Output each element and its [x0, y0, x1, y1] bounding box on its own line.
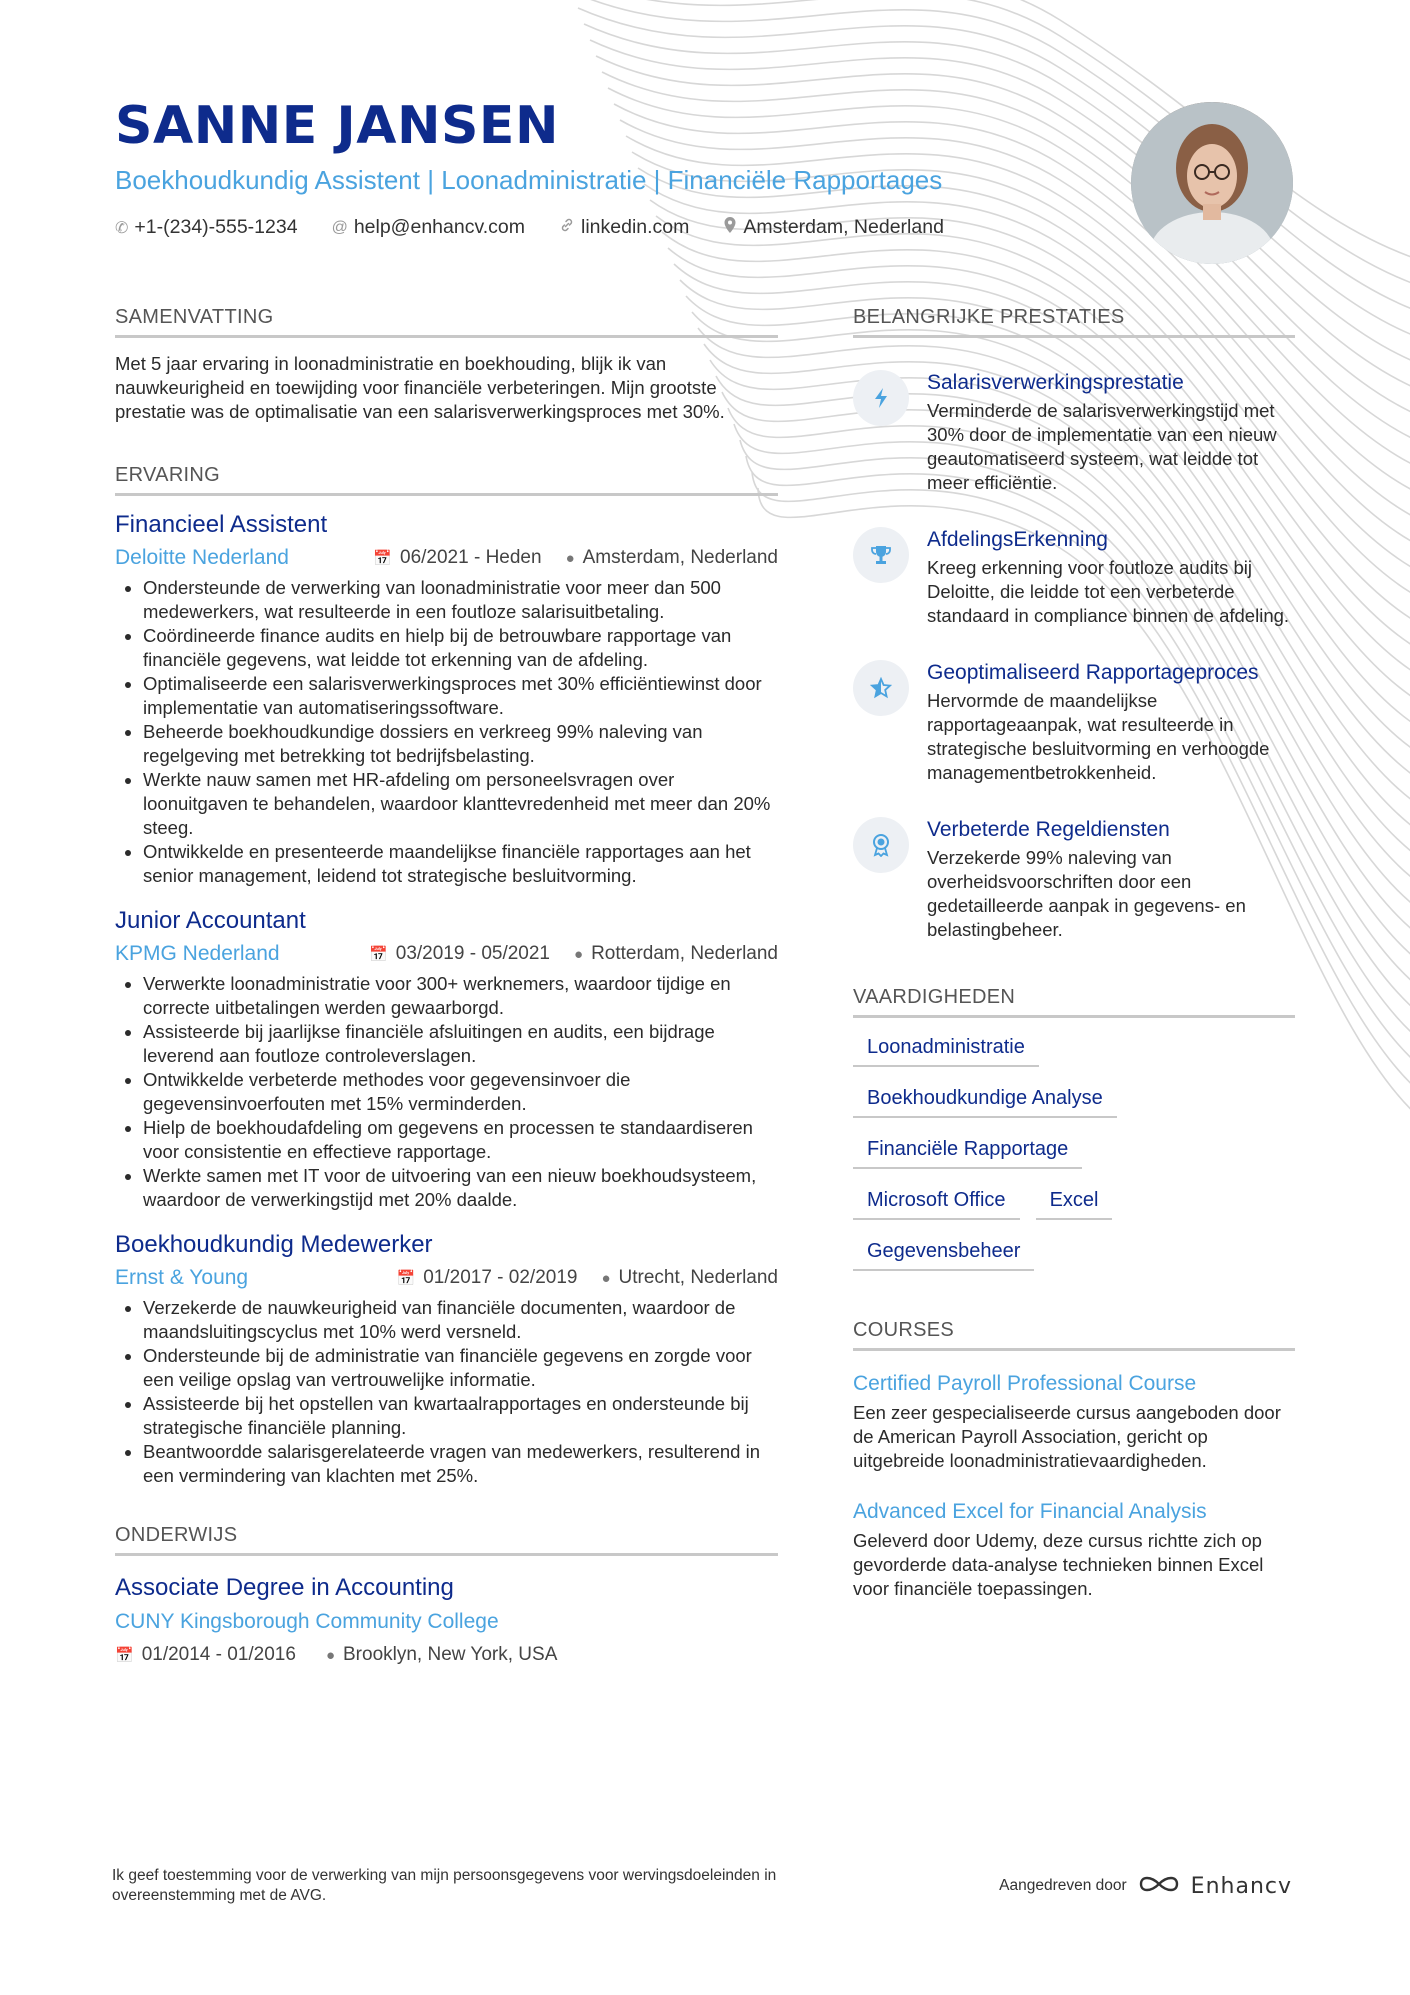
skill-tag: Microsoft Office: [853, 1189, 1020, 1220]
contact-info: [115, 216, 1115, 239]
bullet-item: • Ondersteunde bij de administratie van financiële gegevens en zorgde voor een veilige opslag van vertrouwelijke informatie.: [143, 1344, 778, 1392]
job-entry: [115, 906, 778, 1212]
calendar-icon: 📅: [369, 946, 388, 963]
skill-tag: Financiële Rapportage: [853, 1138, 1082, 1169]
map-pin-icon: ●: [325, 1646, 335, 1664]
job-location: Utrecht, Nederland: [618, 1267, 778, 1288]
candidate-name: SANNE JANSEN: [115, 96, 559, 156]
education-section: [115, 1524, 778, 1666]
summary-section: [115, 306, 778, 424]
bullet-item: • Beheerde boekhoudkundige dossiers en verkreeg 99% naleving van regelgeving met betrekking tot bedrijfsbelasting.: [143, 720, 778, 768]
course-title: Advanced Excel for Financial Analysis: [853, 1500, 1207, 1523]
bullet-item: • Verwerkte loonadministratie voor 300+ werknemers, waardoor tijdige en correcte uitbetalingen werden gewaarborgd.: [143, 972, 778, 1020]
enhancv-brand: Enhancv: [1190, 1873, 1292, 1899]
course-description: Een zeer gespecialiseerde cursus aangeboden door de American Payroll Association, gericht op uitgebreide loonadministratievaardigheden.: [853, 1402, 1281, 1471]
profile-photo: [1131, 102, 1293, 264]
job-meta: [115, 942, 778, 966]
email-text: help@enhancv.com: [353, 216, 526, 239]
skills-section: [853, 986, 1295, 1271]
courses-heading: COURSES: [853, 1319, 1295, 1351]
phone-text: +1-(234)-555-1234: [134, 216, 298, 239]
bullet-item: • Werkte samen met IT voor de uitvoering van een nieuw boekhoudsysteem, waardoor de verwerkingstijd met 20% daalde.: [143, 1164, 778, 1212]
job-location: Amsterdam, Nederland: [582, 547, 778, 568]
job-bullets: [115, 1296, 778, 1488]
contact-location: [723, 216, 944, 239]
skill-tag: Loonadministratie: [853, 1036, 1039, 1067]
skills-list: [853, 1036, 1295, 1271]
company-name: Ernst & Young: [115, 1266, 249, 1289]
bullet-item: • Hielp de boekhoudafdeling om gegevens en processen te standaardiseren voor consistentie en effectieve rapportage.: [143, 1116, 778, 1164]
bullet-item: • Ontwikkelde verbeterde methodes voor gegevensinvoer die gegevensinvoerfouten met 15% verminderden.: [143, 1068, 778, 1116]
candidate-headline: Boekhoudkundig Assistent | Loonadministratie | Financiële Rapportages: [115, 165, 943, 196]
bullet-item: • Ondersteunde de verwerking van loonadministratie voor meer dan 500 medewerkers, wat resulteerde in een foutloze salarisuitbetaling.: [143, 576, 778, 624]
location-text: Amsterdam, Nederland: [743, 216, 944, 239]
page-footer: [112, 1866, 1292, 1906]
contact-linkedin[interactable]: [559, 216, 689, 239]
summary-text: Met 5 jaar ervaring in loonadministratie en boekhouding, blijk ik van nauwkeurigheid en toewijding voor financiële verbeteringen. Mijn grootste prestatie was de optimalisatie van een salarisverwerkingsproces met 30%.: [115, 353, 725, 422]
bullet-item: • Coördineerde finance audits en hielp bij de betrouwbare rapportage van financiële gegevens, wat leidde tot erkenning van de afdeling.: [143, 624, 778, 672]
bullet-item: • Beantwoordde salarisgerelateerde vragen van medewerkers, resulterend in een vermindering van klachten met 25%.: [143, 1440, 778, 1488]
map-pin-icon: [723, 216, 737, 239]
job-dates: 01/2017 - 02/2019: [423, 1267, 578, 1288]
achievement-item: [853, 660, 1295, 785]
course-item: [853, 1499, 1295, 1601]
star-icon: [853, 660, 909, 716]
job-meta: [115, 1266, 778, 1290]
contact-email[interactable]: [332, 216, 525, 239]
achievement-title: Verbeterde Regeldiensten: [927, 818, 1170, 841]
calendar-icon: 📅: [115, 1647, 134, 1664]
bullet-item: • Assisteerde bij jaarlijkse financiële afsluitingen en audits, een bijdrage leverend aan foutloze controleverslagen.: [143, 1020, 778, 1068]
bullet-item: • Optimaliseerde een salarisverwerkingsproces met 30% efficiëntiewinst door implementatie van automatiseringssoftware.: [143, 672, 778, 720]
school-name: CUNY Kingsborough Community College: [115, 1610, 499, 1633]
education-heading: ONDERWIJS: [115, 1524, 778, 1556]
job-meta: [115, 546, 778, 570]
skill-tag: Boekhoudkundige Analyse: [853, 1087, 1117, 1118]
calendar-icon: 📅: [373, 550, 392, 567]
course-description: Geleverd door Udemy, deze cursus richtte zich op gevorderde data-analyse technieken binnen Excel voor financiële toepassingen.: [853, 1530, 1264, 1599]
achievement-title: Salarisverwerkingsprestatie: [927, 371, 1184, 394]
link-icon: [559, 217, 575, 238]
achievement-description: Verminderde de salarisverwerkingstijd met 30% door de implementatie van een nieuw geautomatiseerd systeem, wat leidde tot meer efficiëntie.: [927, 400, 1277, 493]
left-column: [115, 306, 778, 1706]
trophy-icon: [853, 527, 909, 583]
right-column: [853, 306, 1295, 1641]
summary-heading: SAMENVATTING: [115, 306, 778, 338]
job-dates: 06/2021 - Heden: [400, 547, 542, 568]
job-bullets: [115, 972, 778, 1212]
bullet-item: • Werkte nauw samen met HR-afdeling om personeelsvragen over loonuitgaven te behandelen, waardoor klanttevredenheid met meer dan 20% steeg.: [143, 768, 778, 840]
achievement-item: [853, 370, 1295, 495]
education-dates: 01/2014 - 01/2016: [141, 1644, 296, 1665]
achievements-section: [853, 306, 1295, 942]
linkedin-text: linkedin.com: [581, 216, 690, 239]
achievement-description: Verzekerde 99% naleving van overheidsvoorschriften door een gedetailleerde aanpak in gegevens- en belastingbeheer.: [927, 847, 1246, 940]
achievement-description: Kreeg erkenning voor foutloze audits bij Deloitte, die leidde tot een verbeterde standaard in compliance binnen de afdeling.: [927, 557, 1290, 626]
map-pin-icon: ●: [565, 549, 575, 567]
job-entry: [115, 1230, 778, 1488]
courses-section: [853, 1319, 1295, 1601]
award-icon: [853, 817, 909, 873]
bolt-icon: [853, 370, 909, 426]
achievement-item: [853, 527, 1295, 628]
job-entry: [115, 510, 778, 888]
map-pin-icon: ●: [601, 1269, 611, 1287]
enhancv-logo-icon: [1137, 1872, 1181, 1901]
job-title: Financieel Assistent: [115, 511, 328, 538]
calendar-icon: 📅: [396, 1270, 416, 1287]
company-name: KPMG Nederland: [115, 942, 280, 965]
skill-tag: Excel: [1036, 1189, 1113, 1220]
at-icon: @: [331, 218, 348, 236]
map-pin-icon: ●: [574, 945, 584, 963]
resume-header: [115, 98, 1115, 239]
phone-icon: ✆: [115, 219, 129, 237]
course-item: [853, 1371, 1295, 1473]
bullet-item: • Ontwikkelde en presenteerde maandelijkse financiële rapportages aan het senior management, leidend tot strategische besluitvorming.: [143, 840, 778, 888]
degree-title: Associate Degree in Accounting: [115, 1574, 454, 1601]
job-bullets: [115, 576, 778, 888]
education-location: Brooklyn, New York, USA: [343, 1644, 558, 1665]
powered-by[interactable]: [999, 1872, 1292, 1901]
job-title: Boekhoudkundig Medewerker: [115, 1231, 433, 1258]
achievements-heading: BELANGRIJKE PRESTATIES: [853, 306, 1295, 338]
job-dates: 03/2019 - 05/2021: [395, 943, 550, 964]
course-title: Certified Payroll Professional Course: [853, 1372, 1197, 1395]
job-location: Rotterdam, Nederland: [591, 943, 778, 964]
bullet-item: • Assisteerde bij het opstellen van kwartaalrapportages en ondersteunde bij strategische financiële planning.: [143, 1392, 778, 1440]
bullet-item: • Verzekerde de nauwkeurigheid van financiële documenten, waardoor de maandsluitingscyclus met 10% werd versneld.: [143, 1296, 778, 1344]
skills-heading: VAARDIGHEDEN: [853, 986, 1295, 1018]
powered-by-label: Aangedreven door: [999, 1877, 1127, 1894]
skill-tag: Gegevensbeheer: [853, 1240, 1034, 1271]
gdpr-consent: Ik geef toestemming voor de verwerking van mijn persoonsgegevens voor wervingsdoeleinden in overeenstemming met de AVG.: [112, 1867, 777, 1904]
achievement-title: AfdelingsErkenning: [927, 528, 1108, 551]
achievement-description: Hervormde de maandelijkse rapportageaanpak, wat resulteerde in strategische besluitvorming en verhoogde managementbetrokkenheid.: [927, 690, 1270, 783]
job-title: Junior Accountant: [115, 907, 306, 934]
achievement-title: Geoptimaliseerd Rapportageproces: [927, 661, 1259, 684]
education-meta: [115, 1644, 778, 1666]
contact-phone[interactable]: [115, 216, 298, 239]
experience-section: [115, 464, 778, 1488]
company-name: Deloitte Nederland: [115, 546, 289, 569]
achievement-item: [853, 817, 1295, 942]
experience-heading: ERVARING: [115, 464, 778, 496]
